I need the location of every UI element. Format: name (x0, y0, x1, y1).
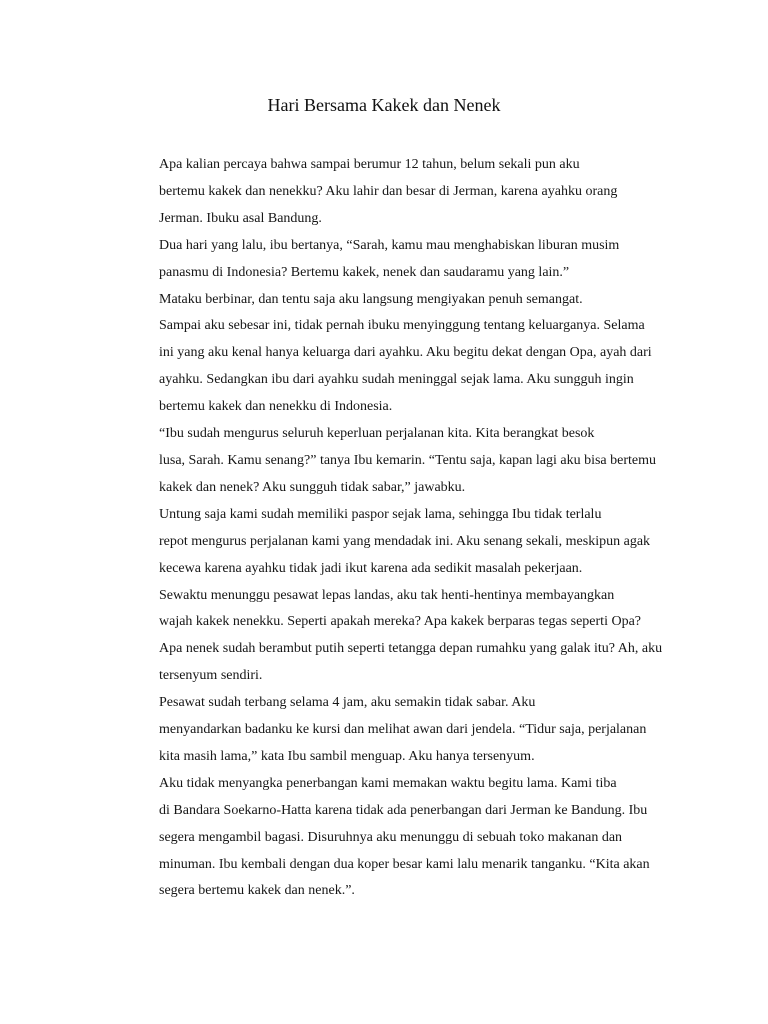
text-line: minuman. Ibu kembali dengan dua koper besar kami lalu menarik tanganku. “Kita akan (159, 856, 650, 872)
text-line: kakek dan nenek? Aku sungguh tidak sabar,” jawabku. (159, 479, 466, 495)
text-line: bertemu kakek dan nenekku di Indonesia. (159, 399, 393, 415)
text-line: “Ibu sudah mengurus seluruh keperluan perjalanan kita. Kita berangkat besok (159, 426, 595, 442)
text-line: panasmu di Indonesia? Bertemu kakek, nenek dan saudaramu yang lain.” (159, 264, 570, 280)
text-line: ayahku. Sedangkan ibu dari ayahku sudah meninggal sejak lama. Aku sungguh ingin (159, 372, 634, 388)
text-line: Jerman. Ibuku asal Bandung. (159, 210, 322, 226)
text-line: ini yang aku kenal hanya keluarga dari ayahku. Aku begitu dekat dengan Opa, ayah dari (159, 345, 652, 361)
paragraph-3 (114, 287, 660, 422)
text-line: Apa nenek sudah berambut putih seperti tetangga depan rumahku yang galak itu? Ah, aku (159, 641, 663, 657)
text-line: Dua hari yang lalu, ibu bertanya, “Sarah, kamu mau menghabiskan liburan musim (159, 237, 620, 253)
text-line: Pesawat sudah terbang selama 4 jam, aku semakin tidak sabar. Aku (159, 695, 536, 711)
text-line: wajah kakek nenekku. Seperti apakah mereka? Apa kakek berparas tegas seperti Opa? (159, 614, 642, 630)
text-line: Mataku berbinar, dan tentu saja aku langsung mengiyakan penuh semangat. (159, 291, 583, 307)
paragraph-8 (114, 771, 660, 906)
paragraph-4 (114, 421, 660, 502)
text-line: bertemu kakek dan nenekku? Aku lahir dan besar di Jerman, karena ayahku orang (159, 183, 618, 199)
document-title: Hari Bersama Kakek dan Nenek (267, 95, 501, 115)
text-line: Sewaktu menunggu pesawat lepas landas, aku tak henti-hentinya membayangkan (159, 587, 615, 603)
paragraph-2 (114, 233, 660, 287)
text-line: Apa kalian percaya bahwa sampai berumur 12 tahun, belum sekali pun aku (159, 157, 580, 172)
text-line: repot mengurus perjalanan kami yang mendadak ini. Aku senang sekali, meskipun agak (159, 533, 651, 549)
story-body (114, 152, 663, 905)
text-line: Sampai aku sebesar ini, tidak pernah ibuku menyinggung tentang keluarganya. Selama (159, 318, 645, 334)
text-line: kita masih lama,” kata Ibu sambil menguap. Aku hanya tersenyum. (159, 748, 535, 764)
text-line: Untung saja kami sudah memiliki paspor sejak lama, sehingga Ibu tidak terlalu (159, 506, 602, 522)
text-line: Aku tidak menyangka penerbangan kami memakan waktu begitu lama. Kami tiba (159, 775, 617, 791)
paragraph-7 (114, 690, 660, 771)
text-line: lusa, Sarah. Kamu senang?” tanya Ibu kemarin. “Tentu saja, kapan lagi aku bisa bertemu (159, 452, 657, 468)
text-line: kecewa karena ayahku tidak jadi ikut karena ada sedikit masalah pekerjaan. (159, 560, 583, 576)
paragraph-1 (114, 152, 660, 233)
text-line: di Bandara Soekarno-Hatta karena tidak ada penerbangan dari Jerman ke Bandung. Ibu (159, 802, 648, 818)
paragraph-6 (114, 583, 663, 691)
text-line: menyandarkan badanku ke kursi dan melihat awan dari jendela. “Tidur saja, perjalanan (159, 722, 647, 738)
paragraph-5 (114, 502, 660, 583)
text-line: tersenyum sendiri. (159, 668, 263, 684)
text-line: segera mengambil bagasi. Disuruhnya aku menunggu di sebuah toko makanan dan (159, 829, 623, 845)
text-line: segera bertemu kakek dan nenek.”. (159, 883, 355, 899)
